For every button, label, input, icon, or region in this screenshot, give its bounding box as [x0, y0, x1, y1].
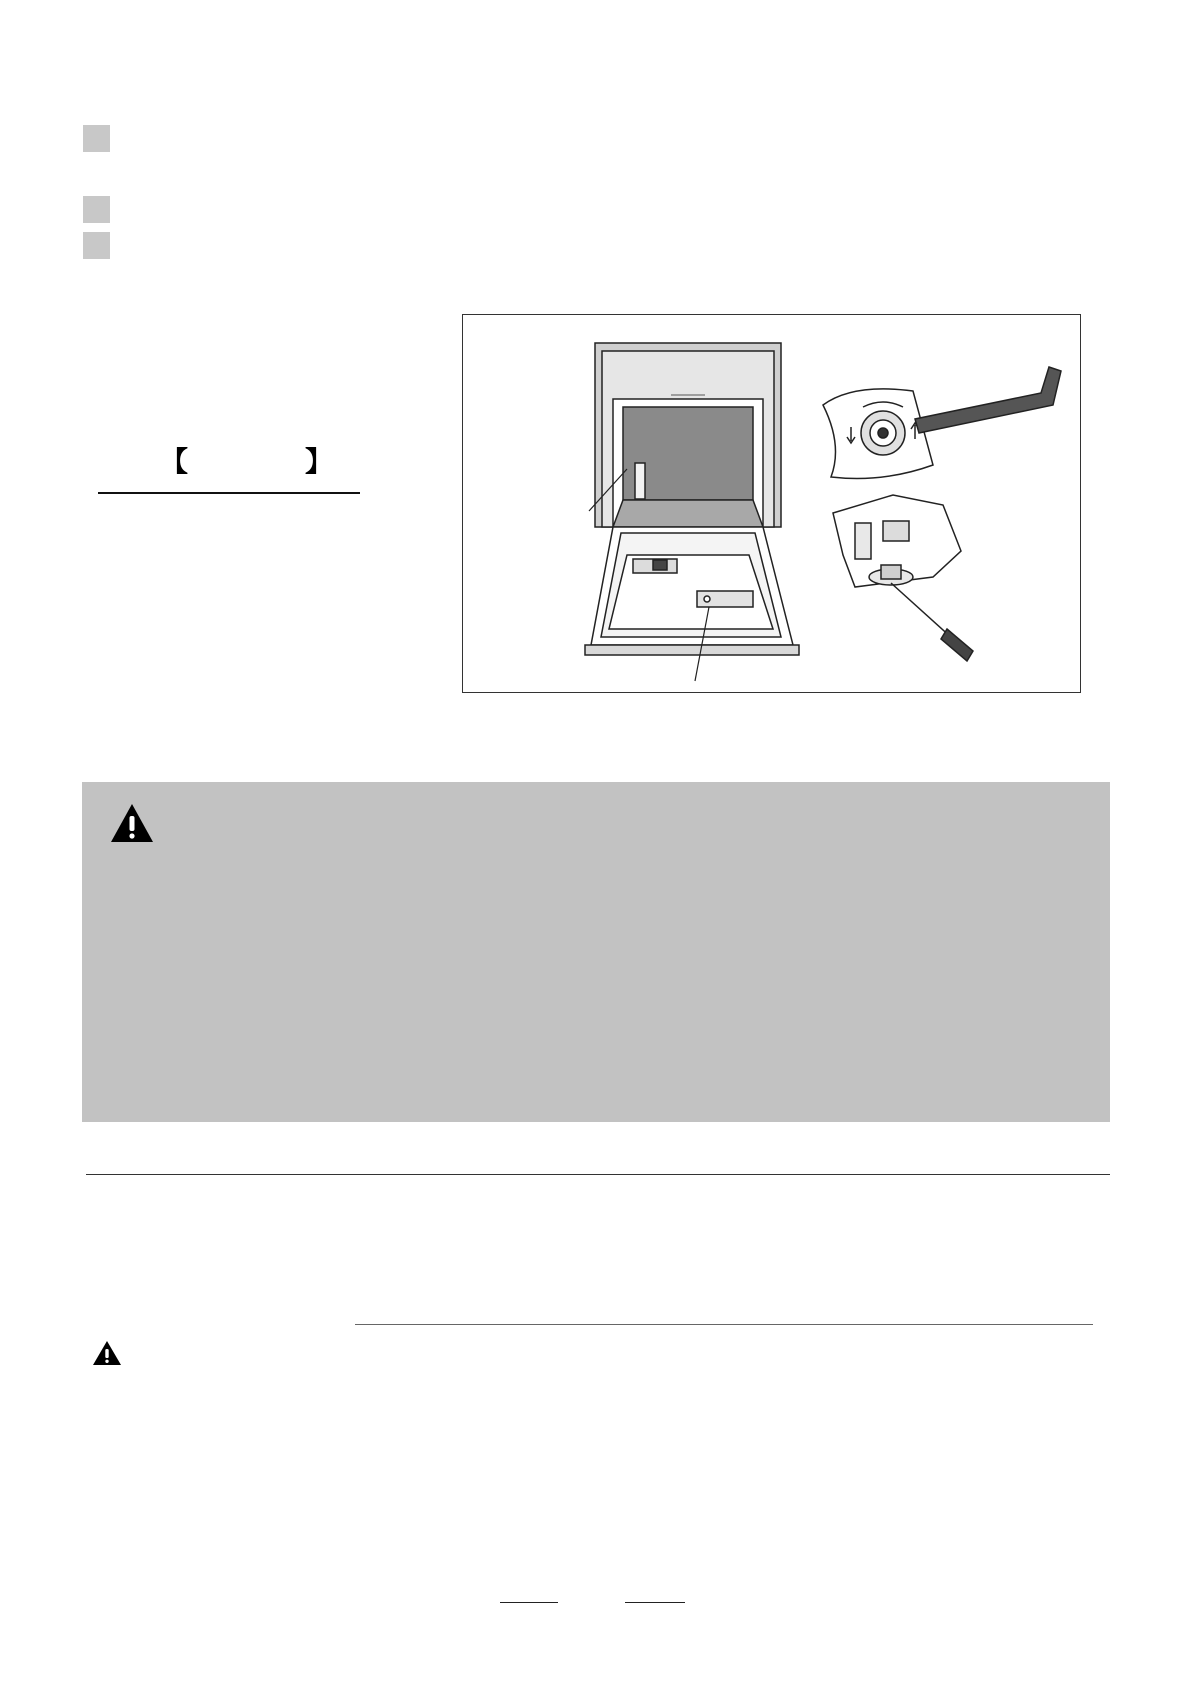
section-divider — [86, 1174, 1110, 1175]
heading-bracket-close: 】 — [305, 445, 334, 478]
leveling-foot-detail — [823, 389, 933, 479]
footer-blank-1 — [500, 1602, 558, 1603]
hex-key — [915, 367, 1061, 433]
dishwasher-illustration — [463, 315, 1080, 692]
section-heading — [160, 440, 340, 480]
heading-bracket-open: 【 — [160, 445, 189, 478]
warning-triangle-icon — [109, 802, 155, 844]
dishwasher-door — [585, 527, 799, 655]
screwdriver-detail — [833, 495, 973, 661]
bullet-marker-1 — [83, 125, 110, 152]
warning-triangle-icon — [92, 1340, 122, 1366]
bullet-marker-3 — [83, 232, 110, 259]
heading-underline — [98, 492, 360, 494]
footer-blank-2 — [625, 1602, 685, 1603]
text-underline-rule — [355, 1324, 1093, 1325]
bullet-marker-2 — [83, 196, 110, 223]
warning-panel — [82, 782, 1110, 1122]
installation-figure — [462, 314, 1081, 693]
dishwasher-cabinet — [595, 343, 781, 527]
